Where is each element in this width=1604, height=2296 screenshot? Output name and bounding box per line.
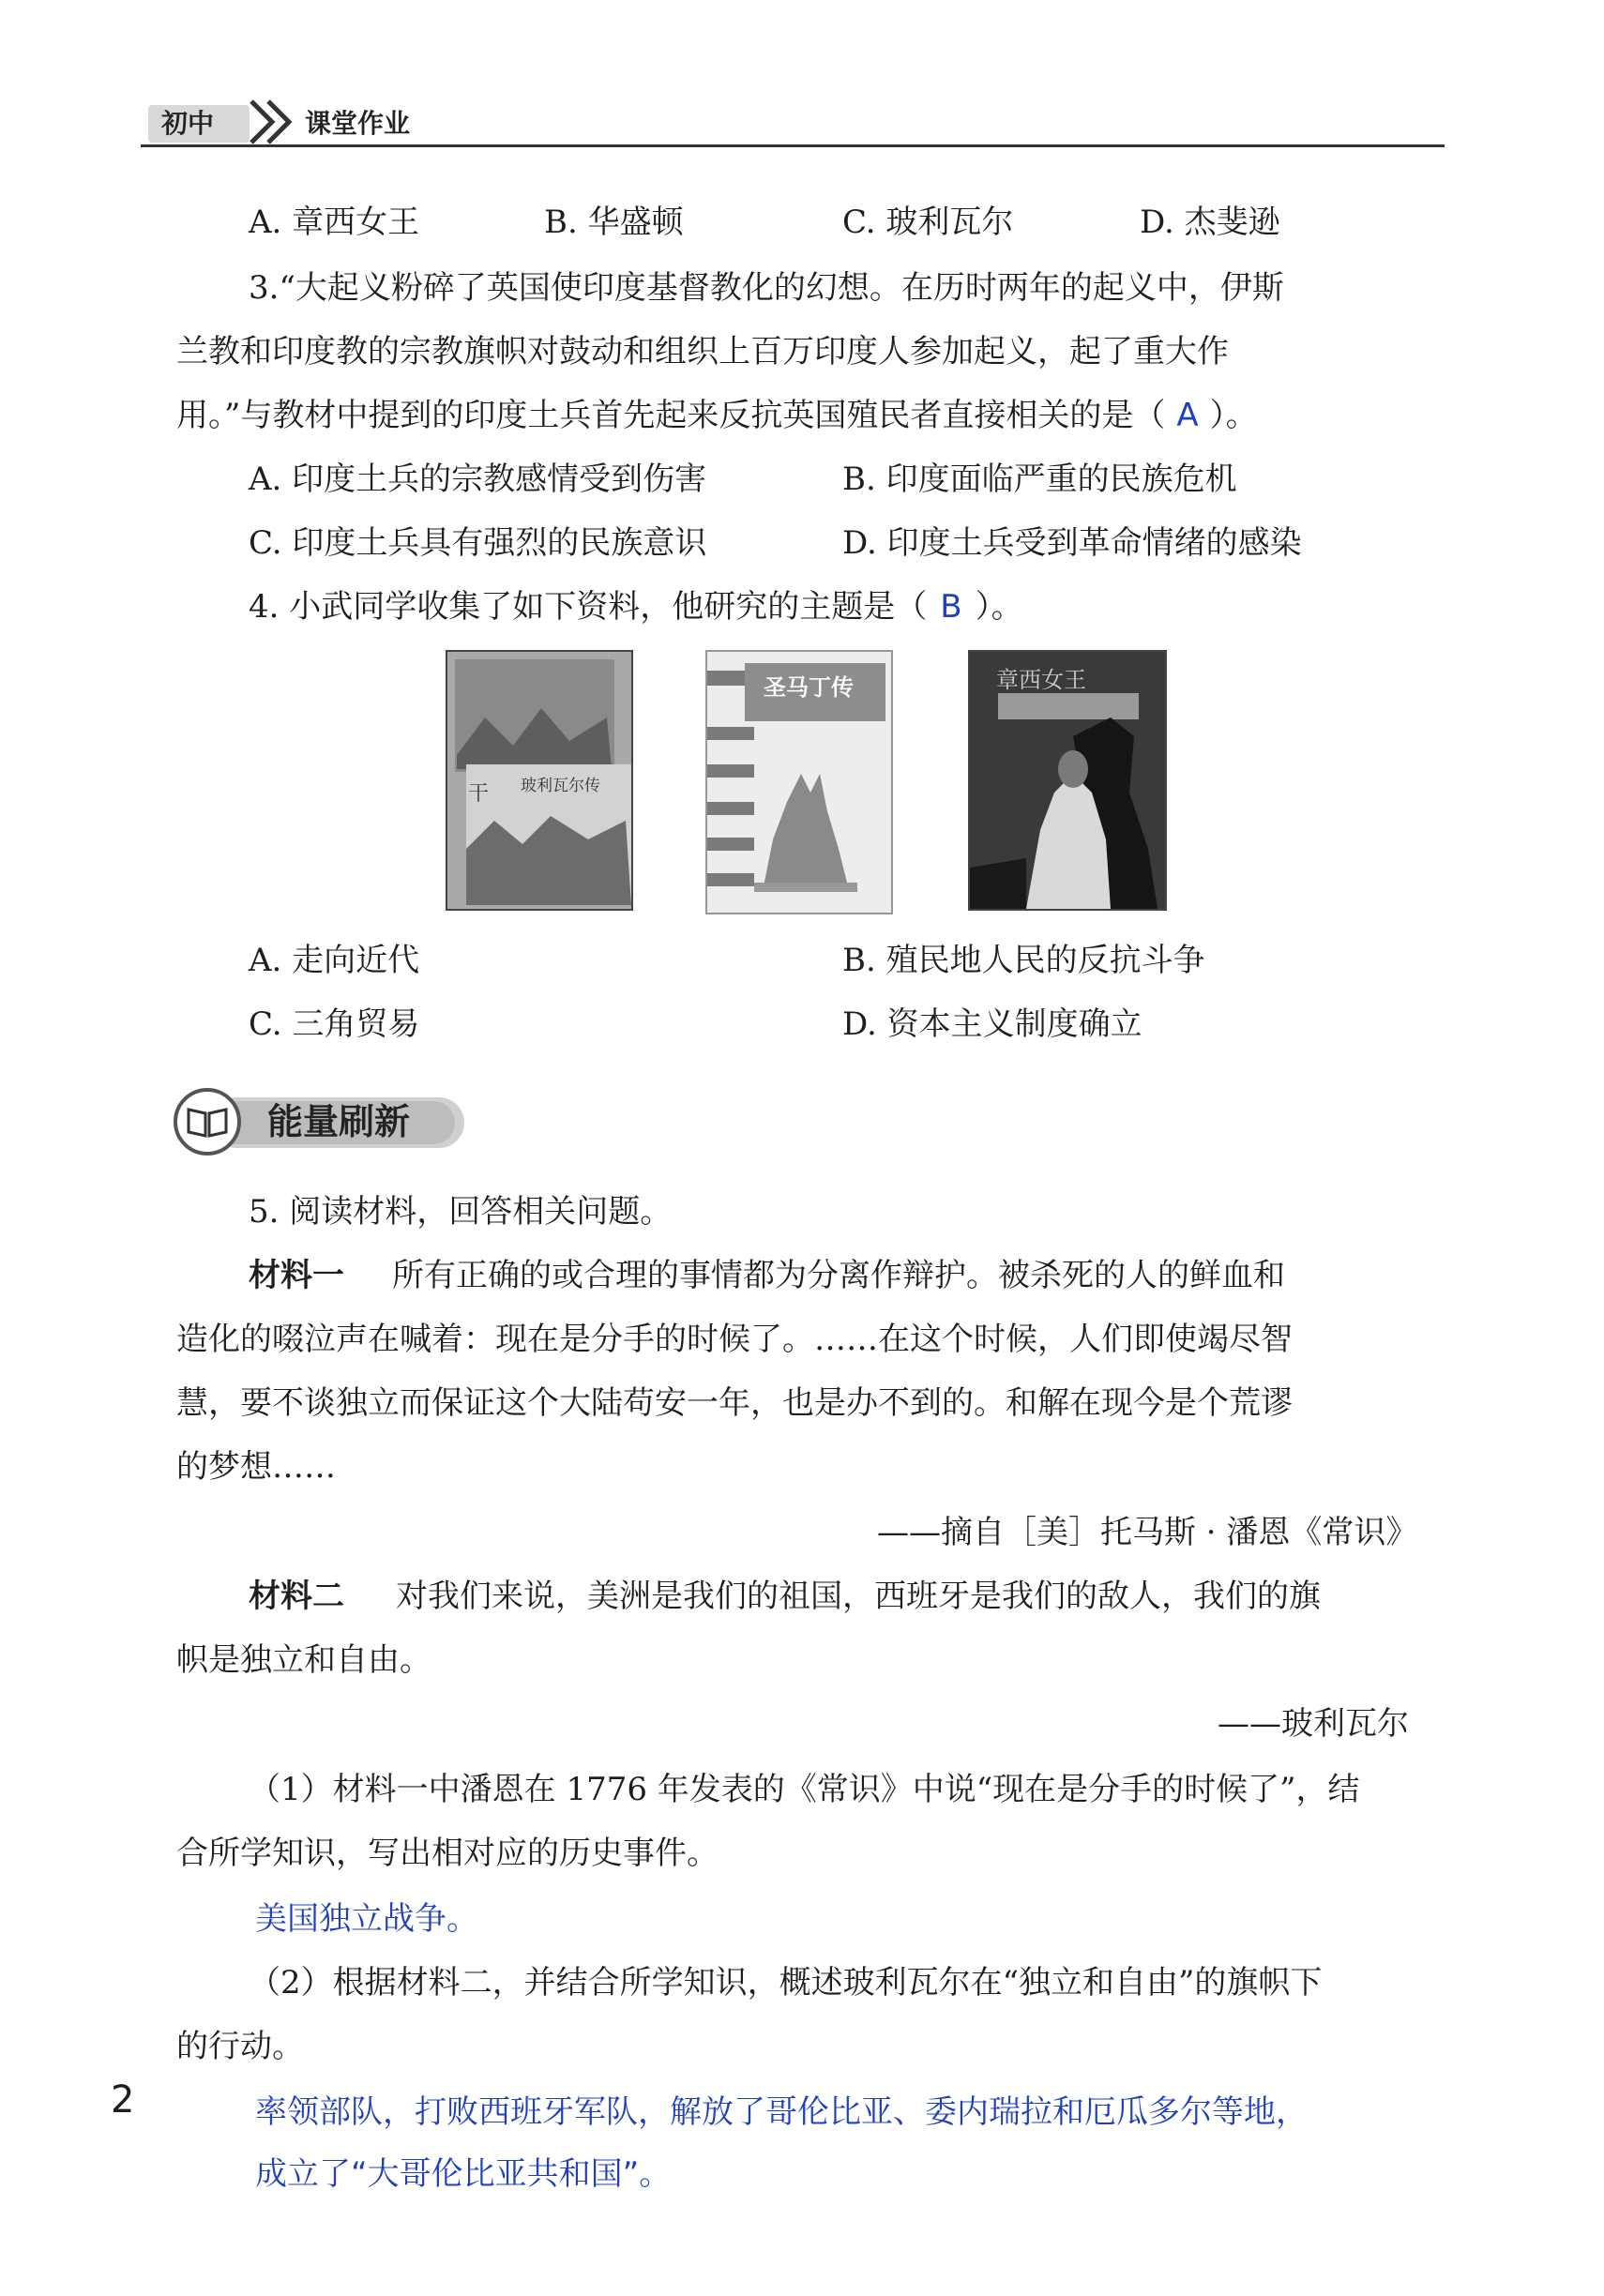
open-book-icon [187,1106,228,1138]
q3-option-d: D. 印度土兵受到革命情绪的感染 [842,524,1302,562]
q5-part2-answer-line-2: 成立了“大哥伦比亚共和国”。 [255,2155,672,2193]
book-cover-san-martin [705,650,893,914]
q5-part1-answer: 美国独立战争。 [255,1900,478,1938]
q5-part1-line-2: 合所学知识，写出相对应的历史事件。 [176,1835,719,1872]
book-cover-bolivar [446,650,633,911]
material-1-line-4: 的梦想…… [176,1448,336,1486]
q4-option-a: A. 走向近代 [249,942,420,979]
q5-part2-answer-line-1: 率领部队，打败西班牙军队，解放了哥伦比亚、委内瑞拉和厄瓜多尔等地， [255,2093,1308,2131]
q3-line-3: 用。”与教材中提到的印度土兵首先起来反抗英国殖民者直接相关的是（ A ）。 [176,397,1258,434]
page-number: 2 [111,2078,135,2122]
material-2-label: 材料二 [249,1578,344,1615]
header-level: 初中 [148,105,250,143]
q4-option-c: C. 三角贸易 [249,1005,420,1043]
material-2-source: ——玻利瓦尔 [1218,1705,1409,1743]
q4-option-b: B. 殖民地人民的反抗斗争 [842,942,1205,979]
q3-line-2: 兰教和印度教的宗教旗帜对鼓动和组织上百万印度人参加起义，起了重大作 [176,333,1229,370]
q2-option-c: C. 玻利瓦尔 [842,204,1014,241]
material-2-line-2: 帜是独立和自由。 [176,1641,431,1679]
q3-line-1: 3.“大起义粉碎了英国使印度基督教化的幻想。在历时两年的起义中，伊斯 [249,269,1284,307]
q5-stem: 5. 阅读材料，回答相关问题。 [249,1193,673,1231]
svg-text:干: 干 [468,782,490,806]
material-1-source: ——摘自［美］托马斯 · 潘恩《常识》 [877,1514,1418,1551]
q3-answer: A [1176,397,1199,434]
book-title-bolivar: 玻利瓦尔传 [521,777,600,795]
page-header [141,94,1445,150]
book-cover-rani [968,650,1167,911]
q5-part1-line-1: （1）材料一中潘恩在 1776 年发表的《常识》中说“现在是分手的时候了”，结 [249,1771,1360,1808]
q3-option-a: A. 印度土兵的宗教感情受到伤害 [249,461,707,498]
q2-option-b: B. 华盛顿 [544,204,684,241]
material-1-label: 材料一 [249,1257,344,1294]
material-1-line-1: 所有正确的或合理的事情都为分离作辩护。被杀死的人的鲜血和 [392,1257,1285,1294]
book-title-san-martin: 圣马丁传 [764,674,854,701]
q4-answer: B [940,588,962,626]
section-banner [174,1088,474,1156]
q4-stem: 4. 小武同学收集了如下资料，他研究的主题是（ B ）。 [249,588,1023,626]
book-title-rani: 章西女王 [996,667,1086,693]
q4-option-d: D. 资本主义制度确立 [842,1005,1142,1043]
header-title: 课堂作业 [305,108,411,139]
q2-option-d: D. 杰斐逊 [1140,204,1280,241]
header-rule [141,144,1445,147]
q5-part2-line-1: （2）根据材料二，并结合所学知识，概述玻利瓦尔在“独立和自由”的旗帜下 [249,1964,1323,2001]
material-1-line-3: 慧，要不谈独立而保证这个大陆苟安一年，也是办不到的。和解在现今是个荒谬 [176,1384,1293,1422]
material-1-line-2: 造化的啜泣声在喊着：现在是分手的时候了。……在这个时候，人们即使竭尽智 [176,1321,1293,1358]
section-title: 能量刷新 [267,1101,411,1142]
double-chevron-icon [244,96,300,148]
material-2-line-1: 对我们来说，美洲是我们的祖国，西班牙是我们的敌人，我们的旗 [396,1578,1321,1615]
q3-option-c: C. 印度土兵具有强烈的民族意识 [249,524,707,562]
q5-part2-line-2: 的行动。 [176,2028,304,2065]
q2-option-a: A. 章西女王 [249,204,420,241]
q3-option-b: B. 印度面临严重的民族危机 [842,461,1237,498]
